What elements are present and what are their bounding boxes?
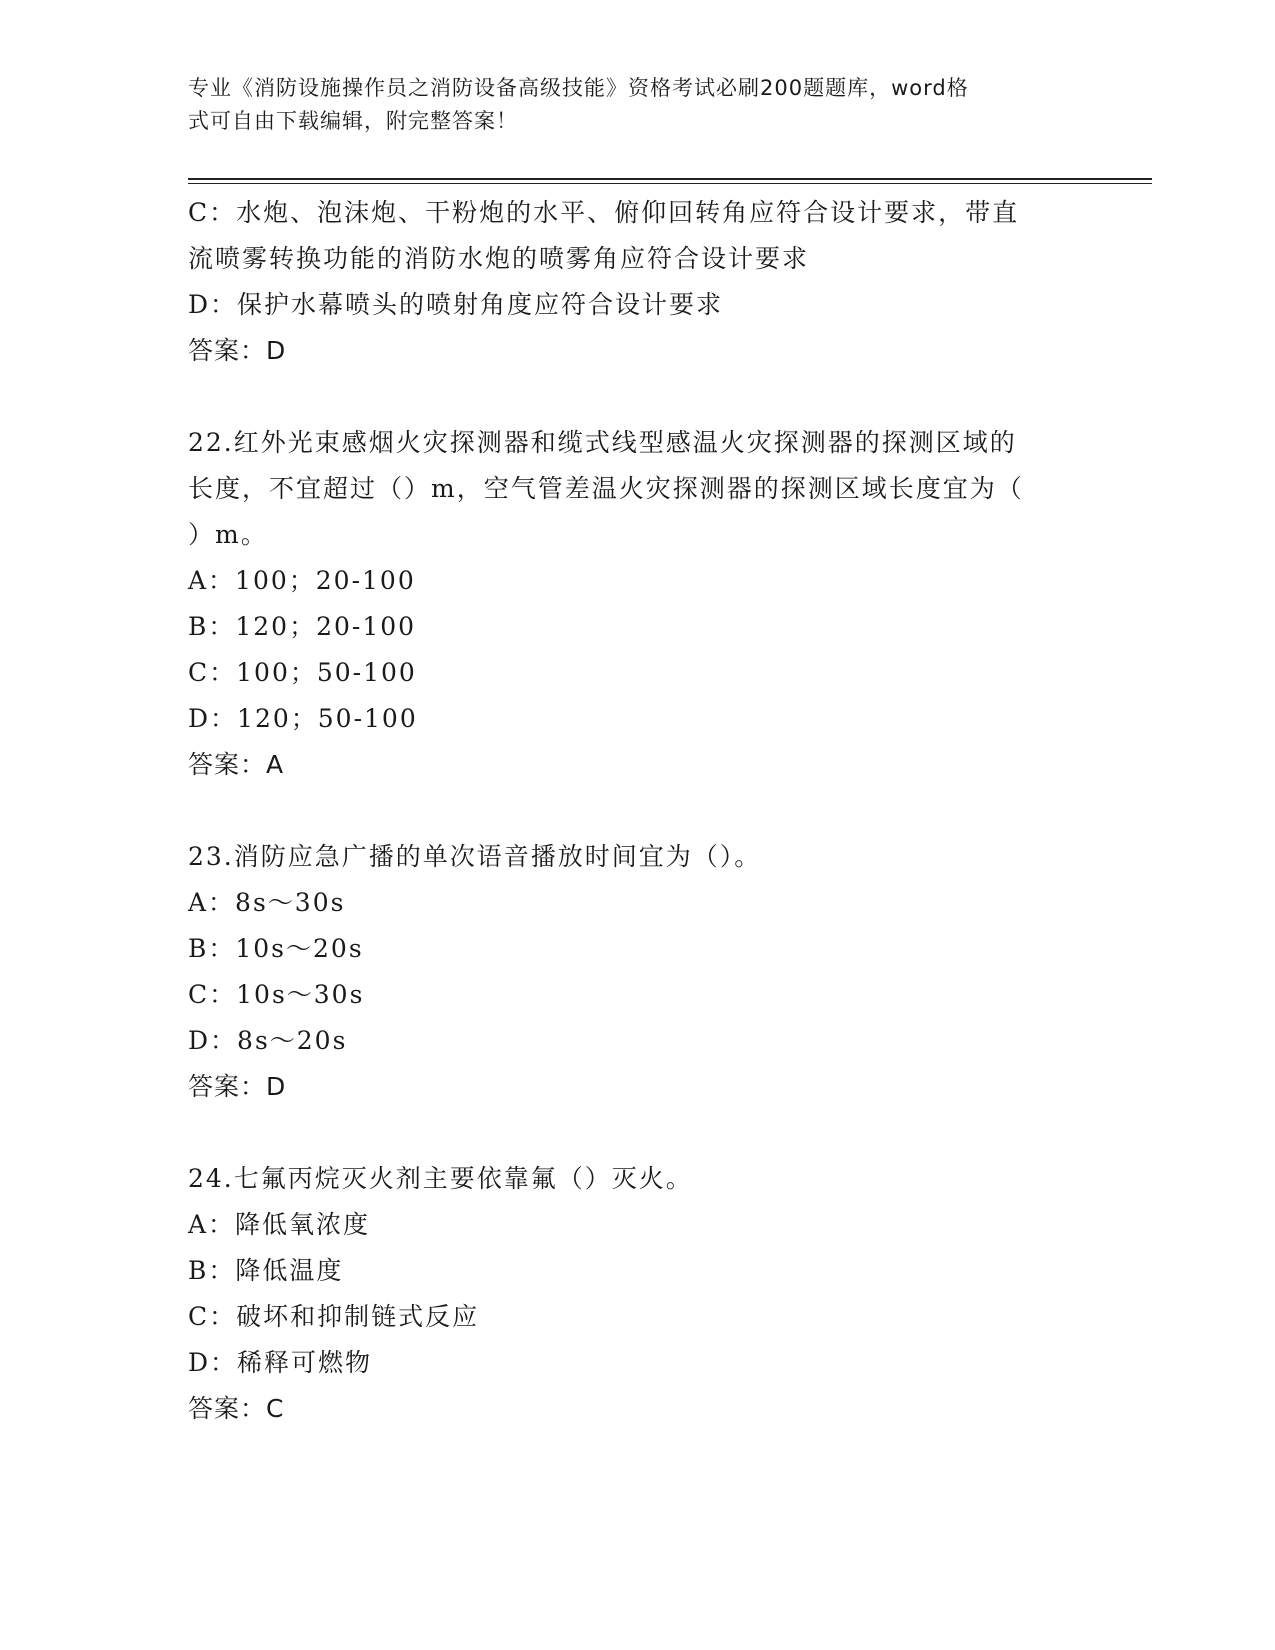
answer-line: 答案：A xyxy=(188,750,285,779)
option-d: D：稀释可燃物 xyxy=(188,1348,373,1377)
question-stem: 长度，不宜超过（）m，空气管差温火灾探测器的探测区域长度宜为（ xyxy=(188,474,1024,503)
document-header-note: 专业《消防设施操作员之消防设备高级技能》资格考试必刷200题题库，word格 式可自由下载编辑，附完整答案！ xyxy=(188,76,969,133)
question-stem: 22.红外光束感烟火灾探测器和缆式线型感温火灾探测器的探测区域的 xyxy=(188,428,1017,457)
answer-line: 答案：C xyxy=(188,1394,285,1423)
option-text: C：水炮、泡沫炮、干粉炮的水平、俯仰回转角应符合设计要求，带直 xyxy=(188,198,1020,227)
answer-line: 答案：D xyxy=(188,1072,287,1101)
option-b: B：降低温度 xyxy=(188,1256,344,1285)
option-c: C：破坏和抑制链式反应 xyxy=(188,1302,480,1331)
question-block-21-continued xyxy=(188,190,1088,374)
option-a: A：8s～30s xyxy=(188,888,346,917)
question-list xyxy=(188,190,1088,1432)
option-d: D：8s～20s xyxy=(188,1026,348,1055)
header-divider-thin xyxy=(188,183,1152,184)
question-block-22 xyxy=(188,420,1088,788)
option-a: A：100；20-100 xyxy=(188,566,416,595)
option-b: B：10s～20s xyxy=(188,934,364,963)
question-stem: 23.消防应急广播的单次语音播放时间宜为（）。 xyxy=(188,842,762,871)
question-stem: ）m。 xyxy=(188,520,268,549)
question-stem: 24.七氟丙烷灭火剂主要依靠氟（）灭火。 xyxy=(188,1164,693,1193)
option-a: A：降低氧浓度 xyxy=(188,1210,371,1239)
option-text: 流喷雾转换功能的消防水炮的喷雾角应符合设计要求 xyxy=(188,244,810,273)
option-d: D：120；50-100 xyxy=(188,704,418,733)
option-text: D：保护水幕喷头的喷射角度应符合设计要求 xyxy=(188,290,724,319)
header-divider-thick xyxy=(188,178,1152,180)
option-c: C：100；50-100 xyxy=(188,658,417,687)
question-block-23 xyxy=(188,834,1088,1110)
answer-line: 答案：D xyxy=(188,336,287,365)
option-b: B：120；20-100 xyxy=(188,612,417,641)
option-c: C：10s～30s xyxy=(188,980,365,1009)
question-block-24 xyxy=(188,1156,1088,1432)
